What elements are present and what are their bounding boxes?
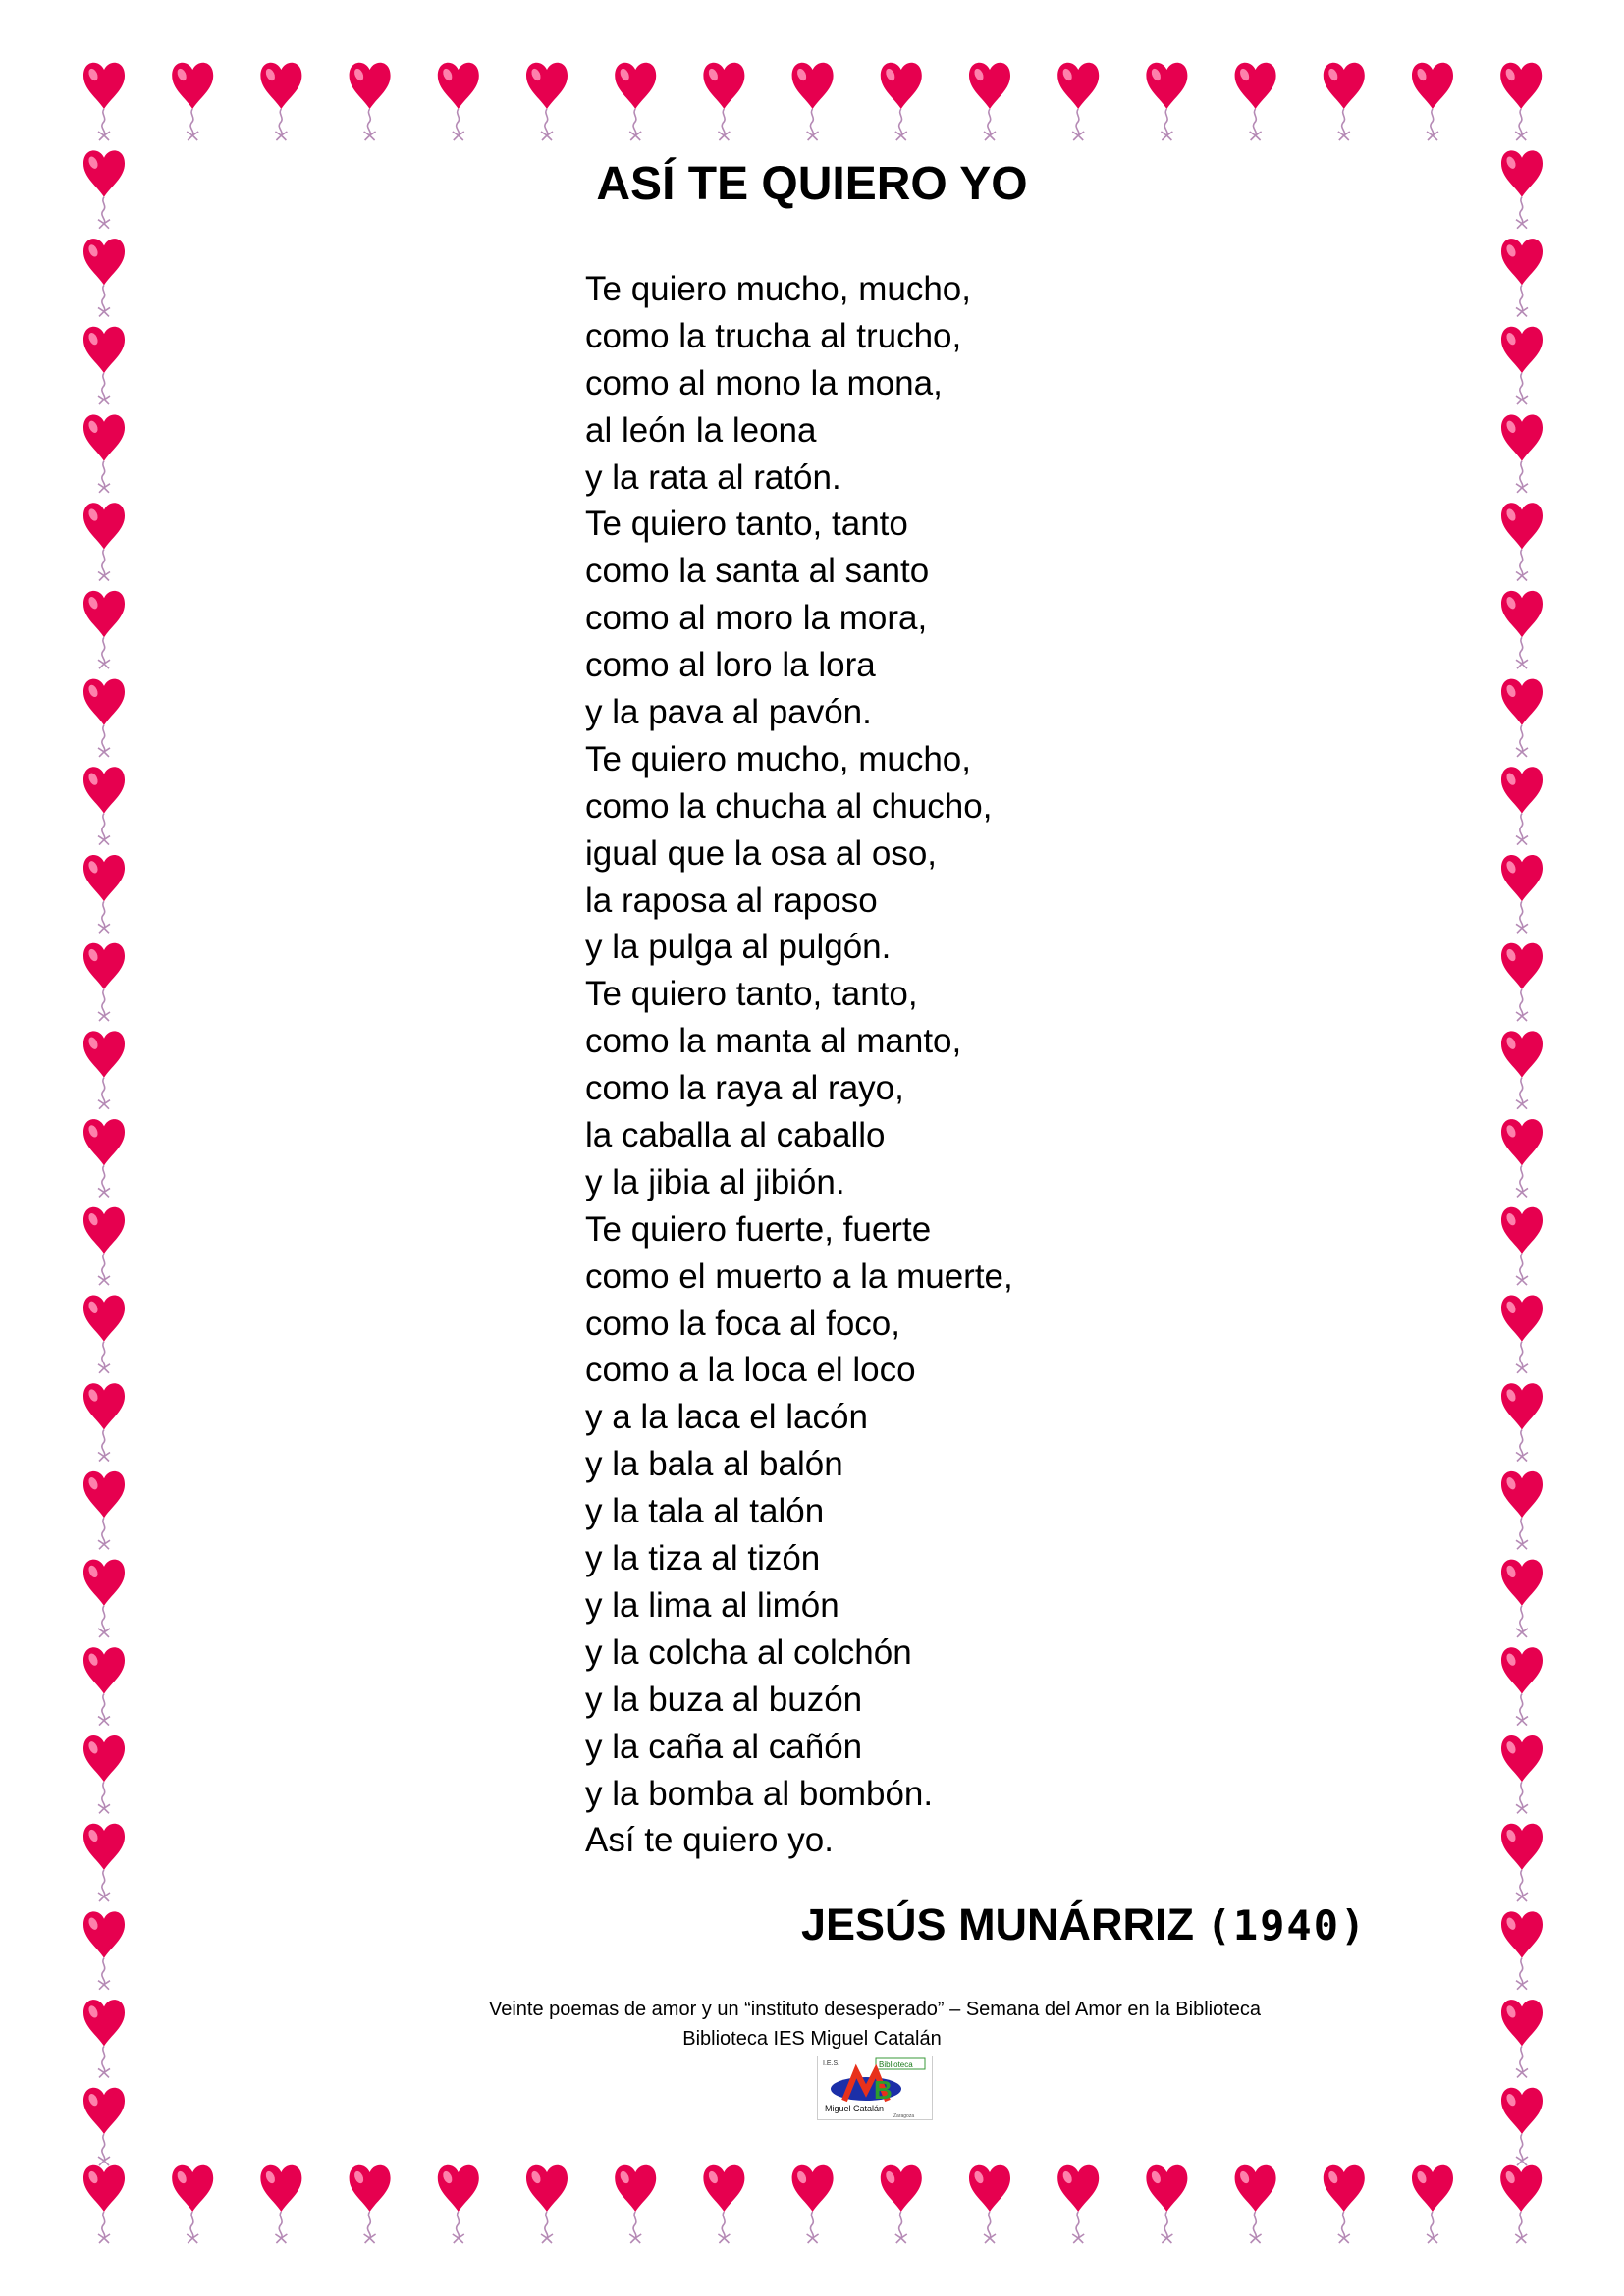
- heart-balloon-icon: [83, 1824, 125, 1901]
- heart-balloon-icon: [1501, 943, 1543, 1021]
- heart-balloon-icon: [526, 2165, 568, 2243]
- heart-balloon-icon: [260, 2165, 301, 2243]
- heart-balloon-icon: [969, 63, 1010, 140]
- heart-balloon-icon: [1501, 1560, 1543, 1637]
- poem-line: y la rata al ratón.: [585, 457, 841, 497]
- heart-balloon-icon: [526, 63, 568, 140]
- poem-line: como la raya al rayo,: [585, 1069, 904, 1108]
- heart-balloon-icon: [83, 1560, 125, 1637]
- heart-balloon-icon: [1057, 2165, 1099, 2243]
- heart-balloon-icon: [1146, 2165, 1187, 2243]
- heart-balloon-icon: [1501, 239, 1543, 316]
- poem-line: la caballa al caballo: [585, 1116, 886, 1155]
- heart-balloon-icon: [881, 2165, 922, 2243]
- heart-balloon-icon: [1412, 2165, 1453, 2243]
- logo-name: Miguel Catalán: [825, 2104, 885, 2113]
- heart-balloon-icon: [83, 503, 125, 580]
- heart-balloon-icon: [83, 1207, 125, 1285]
- heart-balloon-icon: [1501, 327, 1543, 404]
- heart-balloon-icon: [1501, 1471, 1543, 1549]
- poem-line: Así te quiero yo.: [585, 1821, 834, 1860]
- heart-balloon-icon: [1500, 63, 1542, 140]
- svg-text:B: B: [874, 2075, 893, 2105]
- heart-balloon-icon: [83, 1471, 125, 1549]
- heart-balloon-icon: [615, 2165, 656, 2243]
- heart-balloon-icon: [1501, 415, 1543, 493]
- author-year: (1940): [1206, 1901, 1368, 1949]
- poem-line: al león la leona: [585, 410, 817, 450]
- poem-line: y la tala al talón: [585, 1492, 825, 1531]
- heart-balloon-icon: [1501, 1735, 1543, 1813]
- poem-line: y la colcha al colchón: [585, 1632, 912, 1672]
- heart-balloon-icon: [1501, 1119, 1543, 1197]
- heart-balloon-icon: [83, 943, 125, 1021]
- heart-balloon-icon: [438, 63, 479, 140]
- heart-balloon-icon: [83, 591, 125, 668]
- heart-balloon-icon: [1501, 2088, 1543, 2165]
- poem-line: como el muerto a la muerte,: [585, 1256, 1013, 1296]
- heart-balloon-icon: [83, 327, 125, 404]
- heart-balloon-icon: [703, 2165, 744, 2243]
- heart-balloon-icon: [1501, 1824, 1543, 1901]
- poem-line: y la bala al balón: [585, 1445, 843, 1484]
- library-logo: [817, 2056, 933, 2120]
- heart-balloon-icon: [172, 63, 213, 140]
- poem-line: como al loro la lora: [585, 646, 876, 685]
- heart-balloon-icon: [83, 855, 125, 933]
- poem-line: como a la loca el loco: [585, 1351, 916, 1390]
- heart-balloon-icon: [1501, 1031, 1543, 1108]
- heart-balloon-icon: [83, 415, 125, 493]
- heart-balloon-icon: [83, 1735, 125, 1813]
- poem-line: Te quiero mucho, mucho,: [585, 739, 971, 778]
- poem-line: y la jibia al jibión.: [585, 1162, 845, 1201]
- heart-balloon-icon: [1501, 591, 1543, 668]
- heart-balloon-icon: [350, 63, 391, 140]
- poem-line: como al moro la mora,: [585, 599, 928, 638]
- heart-balloon-icon: [1501, 767, 1543, 844]
- heart-balloon-icon: [703, 63, 744, 140]
- poem-line: Te quiero tanto, tanto,: [585, 975, 918, 1014]
- heart-balloon-icon: [1501, 1296, 1543, 1373]
- poem-line: como al mono la mona,: [585, 363, 943, 402]
- heart-balloon-icon: [1501, 1383, 1543, 1461]
- heart-balloon-icon: [83, 239, 125, 316]
- poem-line: la raposa al raposo: [585, 881, 878, 920]
- heart-balloon-icon: [83, 1647, 125, 1725]
- heart-balloon-icon: [260, 63, 301, 140]
- heart-balloon-icon: [792, 2165, 834, 2243]
- heart-balloon-icon: [83, 63, 125, 140]
- heart-balloon-icon: [792, 63, 834, 140]
- heart-balloon-icon: [1235, 2165, 1276, 2243]
- heart-balloon-icon: [969, 2165, 1010, 2243]
- heart-balloon-icon: [1412, 63, 1453, 140]
- footer-caption: Veinte poemas de amor y un “instituto desesperado” – Semana del Amor en la Biblioteca: [488, 1999, 1261, 2020]
- heart-balloon-icon: [1146, 63, 1187, 140]
- heart-balloon-icon: [172, 2165, 213, 2243]
- author-credit: [801, 1897, 1367, 1953]
- poem-line: Te quiero tanto, tanto: [585, 505, 908, 544]
- poem-line: y la lima al limón: [585, 1585, 839, 1625]
- poem-line: y la bomba al bombón.: [585, 1774, 934, 1813]
- heart-balloon-icon: [350, 2165, 391, 2243]
- heart-balloon-icon: [83, 1911, 125, 1989]
- poem-line: como la santa al santo: [585, 552, 930, 591]
- heart-balloon-icon: [1501, 503, 1543, 580]
- heart-balloon-icon: [83, 679, 125, 757]
- heart-balloon-icon: [1501, 1647, 1543, 1725]
- heart-balloon-icon: [1501, 855, 1543, 933]
- poem-title: ASÍ TE QUIERO YO: [596, 158, 1028, 210]
- poem-line: y la tiza al tizón: [585, 1539, 821, 1578]
- heart-balloon-icon: [881, 63, 922, 140]
- poem-line: y la pava al pavón.: [585, 693, 872, 732]
- logo-ies: I.E.S.: [823, 2060, 840, 2067]
- heart-balloon-icon: [83, 2165, 125, 2243]
- poem-line: y la buza al buzón: [585, 1680, 863, 1719]
- heart-balloon-icon: [1501, 1207, 1543, 1285]
- heart-balloon-icon: [1324, 63, 1365, 140]
- heart-balloon-icon: [1324, 2165, 1365, 2243]
- heart-balloon-icon: [615, 63, 656, 140]
- author-name: JESÚS MUNÁRRIZ: [801, 1899, 1195, 1949]
- heart-balloon-icon: [1501, 679, 1543, 757]
- heart-balloon-icon: [83, 1296, 125, 1373]
- poem-body: [585, 266, 1013, 1864]
- poem-line: y a la laca el lacón: [585, 1398, 868, 1437]
- heart-balloon-icon: [83, 1383, 125, 1461]
- heart-balloon-icon: [1501, 1911, 1543, 1989]
- poem-line: Te quiero mucho, mucho,: [585, 270, 971, 308]
- heart-balloon-icon: [83, 767, 125, 844]
- poem-line: como la foca al foco,: [585, 1304, 900, 1343]
- heart-balloon-icon: [1057, 63, 1099, 140]
- poem-line: y la pulga al pulgón.: [585, 928, 892, 967]
- poem-line: Te quiero fuerte, fuerte: [585, 1209, 932, 1249]
- poem-line: y la caña al cañón: [585, 1727, 863, 1766]
- heart-balloon-icon: [83, 1031, 125, 1108]
- heart-balloon-icon: [1500, 2165, 1542, 2243]
- poem-line: como la chucha al chucho,: [585, 786, 993, 826]
- heart-balloon-icon: [1235, 63, 1276, 140]
- poem-line: como la trucha al trucho,: [585, 316, 962, 355]
- logo-city: Zaragoza: [893, 2113, 915, 2119]
- logo-badge: Biblioteca: [879, 2060, 913, 2069]
- poem-line: igual que la osa al oso,: [585, 833, 938, 873]
- heart-balloon-icon: [83, 1119, 125, 1197]
- heart-balloon-icon: [438, 2165, 479, 2243]
- poem-line: como la manta al manto,: [585, 1022, 962, 1061]
- heart-balloon-icon: [83, 2088, 125, 2165]
- footer-library: Biblioteca IES Miguel Catalán: [682, 2028, 942, 2050]
